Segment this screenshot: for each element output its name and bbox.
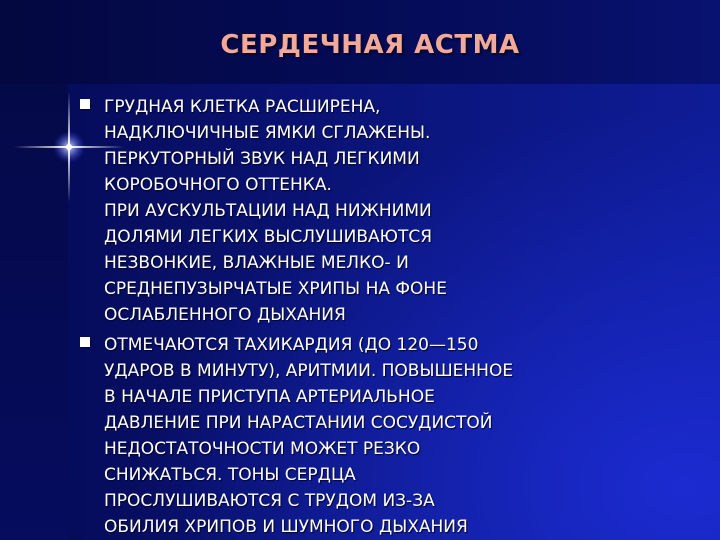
bullet-line: СРЕДНЕПУЗЫРЧАТЫЕ ХРИПЫ НА ФОНЕ xyxy=(104,279,447,299)
bullet-item-chest-exam xyxy=(76,94,706,328)
bullet-line: КОРОБОЧНОГО ОТТЕНКА. xyxy=(104,175,332,195)
slide-title: СЕРДЕЧНАЯ АСТМА xyxy=(220,30,520,60)
bullet-line: ОБИЛИЯ ХРИПОВ И ШУМНОГО ДЫХАНИЯ xyxy=(104,517,468,537)
bullet-line: НЕДОСТАТОЧНОСТИ МОЖЕТ РЕЗКО xyxy=(104,439,421,459)
bullet-line: СНИЖАТЬСЯ. ТОНЫ СЕРДЦА xyxy=(104,465,356,485)
bullet-line: ДАВЛЕНИЕ ПРИ НАРАСТАНИИ СОСУДИСТОЙ xyxy=(104,413,493,433)
bullet-line: НЕЗВОНКИЕ, ВЛАЖНЫЕ МЕЛКО- И xyxy=(104,253,409,273)
bullet-line: НАДКЛЮЧИЧНЫЕ ЯМКИ СГЛАЖЕНЫ. xyxy=(104,123,431,143)
bullet-line: В НАЧАЛЕ ПРИСТУПА АРТЕРИАЛЬНОЕ xyxy=(104,387,435,407)
bullet-list xyxy=(76,94,706,540)
bullet-line: ГРУДНАЯ КЛЕТКА РАСШИРЕНА, xyxy=(104,97,381,117)
bullet-line: ДОЛЯМИ ЛЕГКИХ ВЫСЛУШИВАЮТСЯ xyxy=(104,227,433,247)
square-bullet-icon xyxy=(80,337,90,347)
bullet-line: ПРИ АУСКУЛЬТАЦИИ НАД НИЖНИМИ xyxy=(104,201,432,221)
bullet-item-cardiac-signs xyxy=(76,332,706,540)
bullet-line: ОТМЕЧАЮТСЯ ТАХИКАРДИЯ (ДО 120—150 xyxy=(104,335,479,355)
square-bullet-icon xyxy=(80,99,90,109)
bullet-line: ПЕРКУТОРНЫЙ ЗВУК НАД ЛЕГКИМИ xyxy=(104,149,420,169)
bullet-line: ПРОСЛУШИВАЮТСЯ С ТРУДОМ ИЗ-ЗА xyxy=(104,491,435,511)
bullet-line: УДАРОВ В МИНУТУ), АРИТМИИ. ПОВЫШЕННОЕ xyxy=(104,361,514,381)
bullet-line: ОСЛАБЛЕННОГО ДЫХАНИЯ xyxy=(104,305,346,325)
